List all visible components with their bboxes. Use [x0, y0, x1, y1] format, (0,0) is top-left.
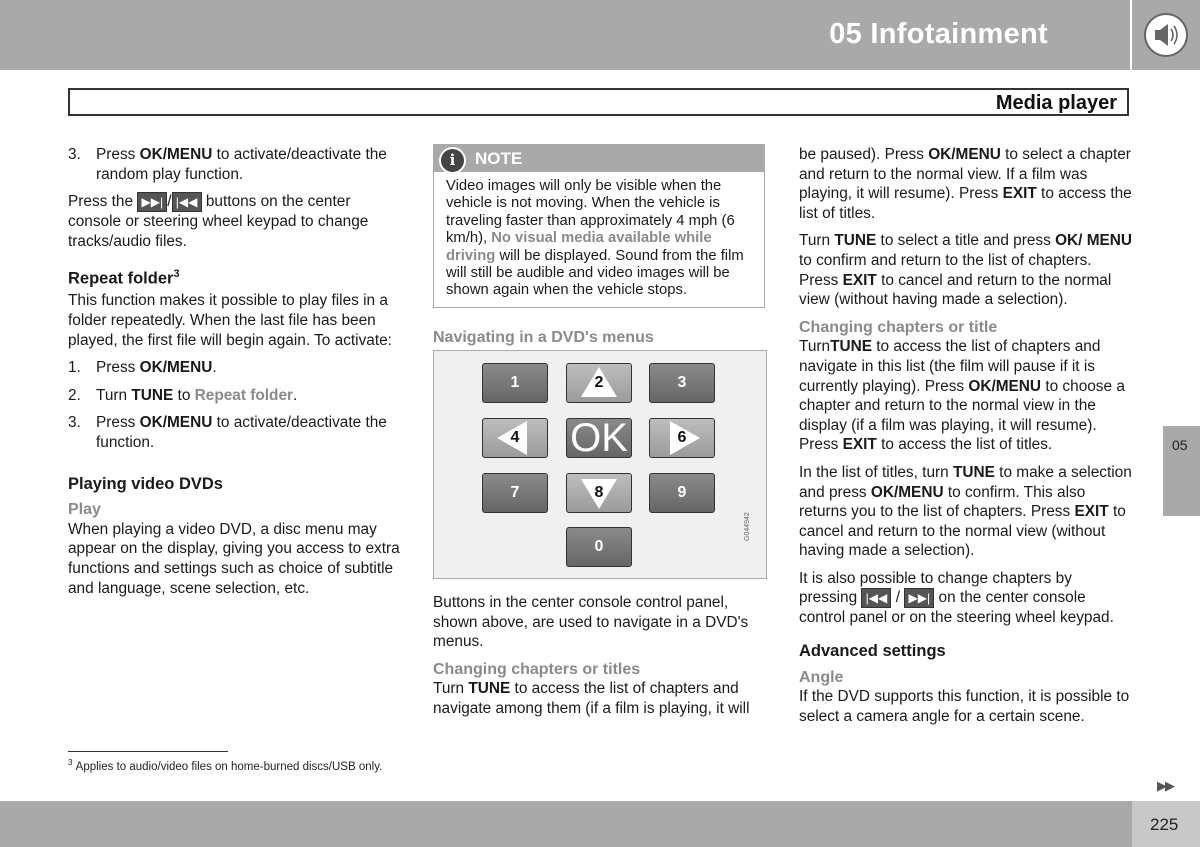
- play-body: When playing a video DVD, a disc menu may appear on the display, giving you access to extra functions and settings such as choice of subtitle and language, scene selection, etc.: [68, 520, 400, 597]
- keypad-figure: [433, 350, 767, 579]
- left-column: [68, 145, 403, 606]
- chapter-side-tab: 05: [1163, 426, 1200, 516]
- page-number: 225: [1150, 815, 1179, 834]
- nav-dvd-menus-subheading: Navigating in a DVD's menus: [433, 329, 654, 346]
- key-1: 1: [482, 363, 548, 403]
- note-box: [433, 144, 765, 308]
- previous-track-icon: |◀◀: [861, 588, 891, 608]
- info-icon: i: [439, 147, 466, 174]
- nav-subheading-wrap: [433, 328, 769, 348]
- list-item: 3. Press OK/MENU to activate/deactivate the function.: [68, 414, 387, 452]
- key-7: 7: [482, 473, 548, 513]
- paragraph: It is also possible to change chapters by pressing |◀◀ / ▶▶| on the center console control panel or on the steering wheel keypad.: [799, 569, 1114, 627]
- list-item: 2. Turn TUNE to Repeat folder.: [68, 386, 298, 404]
- header-icon-box: [1132, 0, 1200, 70]
- changing-chapter-subheading: Changing chapters or title: [799, 318, 998, 336]
- key-ok: OK: [566, 418, 632, 458]
- header-bar: [0, 0, 1130, 70]
- keypad-caption: Buttons in the center console control panel, shown above, are used to navigate in a DVD's menus.: [433, 594, 749, 651]
- previous-track-icon: |◀◀: [172, 192, 202, 212]
- key-4: 4: [482, 418, 548, 458]
- paragraph: In the list of titles, turn TUNE to make a selection and press OK/MENU to confirm. This also returns you to the list of chapters. Press EXIT to cancel and return to the normal view (without having made a selection).: [799, 463, 1132, 560]
- repeat-folder-body: This function makes it possible to play files in a folder repeatedly. When the last file has been played, the first file will begin again. To activate:: [68, 292, 392, 349]
- footnote: $^3$ Applies to audio/video files on home-burned discs/USB only.: [68, 758, 383, 773]
- section-header: [68, 88, 1129, 116]
- page-number-box: [1132, 801, 1200, 847]
- playing-dvds-heading: Playing video DVDs: [68, 474, 223, 493]
- key-8: 8: [566, 473, 632, 513]
- key-9: 9: [649, 473, 715, 513]
- note-header: [434, 145, 764, 172]
- angle-body: If the DVD supports this function, it is possible to select a camera angle for a certain scene.: [799, 688, 1130, 725]
- footnote-divider: [68, 751, 228, 752]
- paragraph: TurnTUNE to access the list of chapters and navigate in this list (the film will pause if it is currently playing). Press OK/MENU to choose a chapter and return to the normal view in the display (if a film was playing, it will resume). Press EXIT to access the list of titles.: [799, 338, 1125, 454]
- middle-column-lower: [433, 593, 769, 727]
- note-body: Video images will only be visible when the vehicle is not moving. When the vehicle is traveling faster than approximately 4 mph (6 km/h), No visual media available while driving will be displayed. Sound from the film will still be audible and video images will be shown again when the vehicle stops.: [446, 178, 744, 299]
- paragraph: be paused). Press OK/MENU to select a chapter and return to the normal view. If a film was playing, it will resume). Press EXIT to access the list of titles.: [799, 146, 1132, 222]
- track-buttons-paragraph: Press the ▶▶| / |◀◀ buttons on the center console or steering wheel keypad to change tracks/audio files.: [68, 193, 369, 250]
- right-column: [799, 145, 1133, 734]
- chapter-title: 05 Infotainment: [829, 18, 1048, 50]
- angle-subheading: Angle: [799, 668, 844, 686]
- changing-chapters-subheading: Changing chapters or titles: [433, 660, 641, 678]
- key-3: 3: [649, 363, 715, 403]
- repeat-folder-heading: Repeat folder$^3$: [68, 268, 180, 288]
- next-track-icon: ▶▶|: [137, 192, 167, 212]
- paragraph: Turn TUNE to select a title and press OK/ MENU to confirm and return to the list of chapters. Press EXIT to cancel and return to the normal view (without having made a selection).: [799, 232, 1133, 309]
- advanced-settings-heading: Advanced settings: [799, 642, 946, 661]
- section-title: Media player: [995, 92, 1117, 114]
- footer-bar: [0, 801, 1132, 847]
- note-label: NOTE: [475, 149, 523, 168]
- double-arrow-icon: ▶▶: [1157, 778, 1173, 793]
- changing-chapters-body: Turn TUNE to access the list of chapters and navigate among them (if a film is playing, it will: [433, 680, 750, 717]
- figure-id: G044942: [744, 512, 751, 541]
- list-item: 1. Press OK/MENU.: [68, 359, 217, 377]
- key-0: 0: [566, 527, 632, 567]
- list-item: 3. Press OK/MENU to activate/deactivate the random play function.: [68, 146, 387, 183]
- speaker-icon: [1144, 13, 1188, 57]
- next-track-icon: ▶▶|: [904, 588, 934, 608]
- key-6: 6: [649, 418, 715, 458]
- play-subheading: Play: [68, 501, 101, 519]
- key-2: 2: [566, 363, 632, 403]
